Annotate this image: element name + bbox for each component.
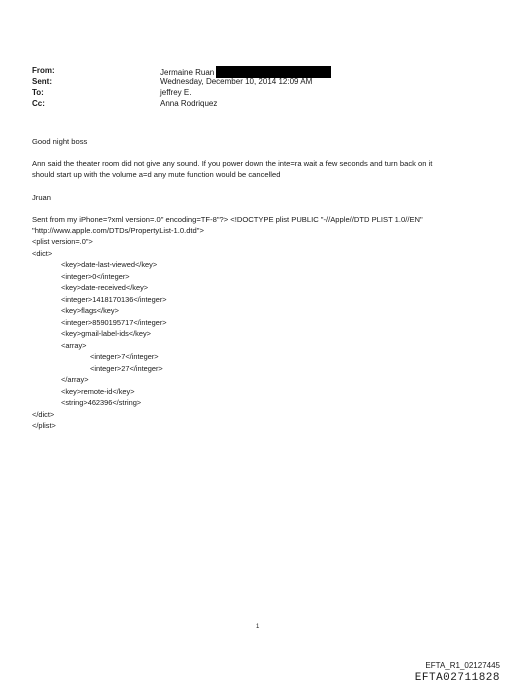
plist-line: <integer>8590195717</integer> <box>61 317 167 327</box>
sent-value: Wednesday, December 10, 2014 12:09 AM <box>160 77 313 86</box>
sent-label: Sent: <box>32 77 52 86</box>
plist-line: </array> <box>61 375 89 384</box>
plist-line: </plist> <box>32 421 56 430</box>
signature: Jruan <box>32 193 51 202</box>
plist-line: <string>462396</string> <box>61 398 142 407</box>
cc-label: Cc: <box>32 99 45 108</box>
plist-line: <integer>27</integer> <box>90 363 163 373</box>
plist-line: <integer>7</integer> <box>90 352 159 361</box>
plist-line: <key>gmail-label-ids</key> <box>61 329 151 338</box>
plist-line: <key>flags</key> <box>61 306 119 315</box>
email-header <box>32 66 452 114</box>
plist-line: <integer>1418170136</integer> <box>61 294 167 304</box>
to-value: jeffrey E. <box>160 88 192 97</box>
cc-value: Anna Rodriquez <box>160 99 218 108</box>
plist-line: <key>date-last-viewed</key> <box>61 260 158 269</box>
to-label: To: <box>32 88 44 97</box>
page-number: 1 <box>256 624 260 630</box>
plist-line: <integer>0</integer> <box>61 271 130 281</box>
sent-from-line-2: "http://www.apple.com/DTDs/PropertyList-1.0.dtd"> <box>32 226 204 235</box>
from-label: From: <box>32 66 55 75</box>
bates-number-large: EFTA02711828 <box>414 672 500 684</box>
message-line-1: Ann said the theater room did not give any sound. If you power down the inte=ra wait a few seconds and turn back on it <box>32 159 433 168</box>
plist-line: <key>remote-id</key> <box>61 386 135 396</box>
plist-line: </dict> <box>32 409 55 419</box>
plist-line: <array> <box>61 340 87 350</box>
plist-line: <key>date-received</key> <box>61 283 149 292</box>
plist-line: <plist version=.0"> <box>32 237 93 246</box>
sent-from-line-1: Sent from my iPhone=?xml version=.0" encoding=TF-8"?> <!DOCTYPE plist PUBLIC "-//Apple//DTD PLIST 1.0//EN" <box>32 215 423 224</box>
from-name: Jermaine Ruan <box>160 68 215 77</box>
plist-line: <dict> <box>32 248 53 258</box>
greeting: Good night boss <box>32 137 88 146</box>
bates-number-small: EFTA_R1_02127445 <box>425 661 500 670</box>
message-line-2: should start up with the volume a=d any mute function would be cancelled <box>32 170 281 179</box>
